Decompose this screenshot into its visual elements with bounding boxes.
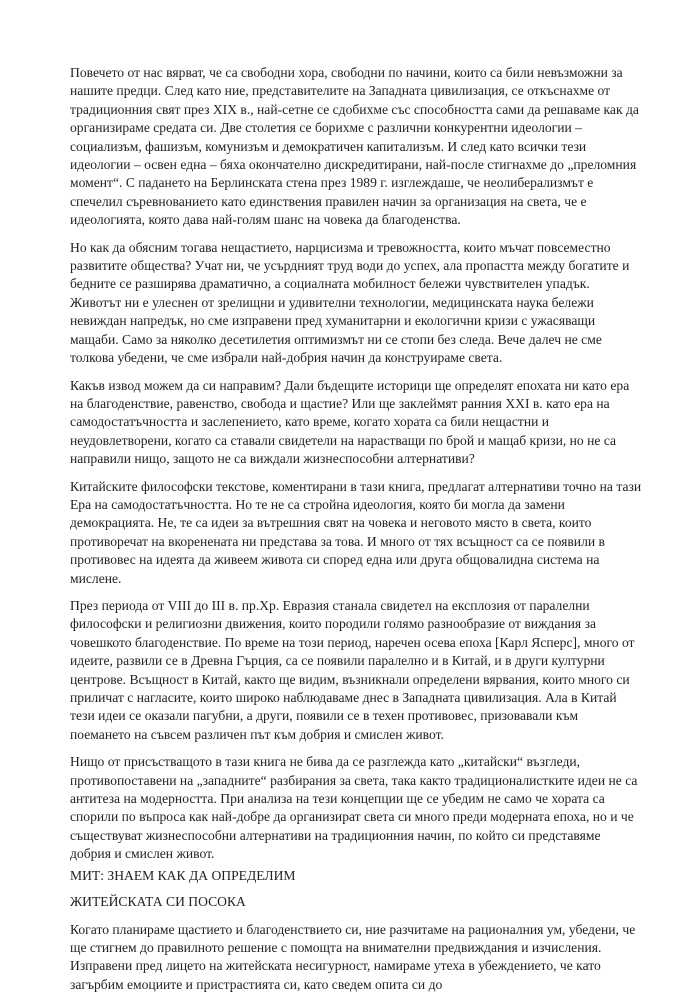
section-heading-line-1: МИТ: ЗНАЕМ КАК ДА ОПРЕДЕЛИМ bbox=[70, 867, 296, 883]
section-heading-line-2: ЖИТЕЙСКАТА СИ ПОСОКА bbox=[70, 893, 246, 909]
document-page bbox=[70, 64, 642, 1003]
paragraph-5: През периода от VIII до III в. пр.Хр. Евразия станала свидетел на експлозия от паралелни философски и религиозни движения, които породили голямо разнообразие от виждания за човешкото благоденствие. По време на този период, наречен осева епоха [Карл Ясперс], много от идеите, развили се в Древна Гърция, са се появили паралелно и в Китай, и в други културни центрове. Всъщност в Китай, както ще видим, възникнали определени вярвания, които много си приличат с нагласите, които широко наблюдаваме днес в Западната цивилизация. Ала в Китай тези идеи се оказали пагубни, а други, появили се в техен противовес, призовавали към поемането на съвсем различен път към добрия и смислен живот. bbox=[70, 597, 635, 742]
paragraph-2: Но как да обясним тогава нещастието, нарцисизма и тревожността, които мъчат повсеместно развитите общества? Учат ни, че усърдният труд води до успех, ала пропастта между богатите и бедните се разширява драматично, а социалната мобилност бележи чувствителен упадък. Животът ни е улеснен от зрелищни и удивителни технологии, медицинската наука бележи невиждан напредък, но сме изправени пред хуманитарни и екологични кризи с ужасяващи мащаби. Само за няколко десетилетия оптимизмът ни се стопи без следа. Вече далеч не сме толкова убедени, че сме избрали най-добрия начин да конструираме света. bbox=[70, 239, 630, 366]
paragraph-6: Нищо от присъстващото в тази книга не бива да се разглежда като „китайски“ възгледи, противопоставени на „западните“ разбирания за света, така както традиционалистките идеи не са антитеза на модерността. При анализа на тези концепции ще се убедим не само че хората са спорили по въпроса как най-добре да организират света си много преди модерната епоха, но и че съществуват жизнеспособни алтернативи на традиционния начин, по който си представяме добрия и смислен живот. bbox=[70, 754, 638, 862]
paragraph-1: Повечето от нас вярват, че са свободни хора, свободни по начини, които са били невъзможни за нашите предци. След като ние, представителите на Западната цивилизация, се откъснахме от традиционния свят през XIX в., най-сетне се сдобихме със способността сами да решаваме как да организираме средата си. Две столетия се борихме с различни конкурентни идеологии – социализъм, фашизъм, комунизъм и демократичен капитализъм. И след като всички тези идеологии – освен една – бяха окончателно дискредитирани, най-после стигнахме до „преломния момент“. С падането на Берлинската стена през 1989 г. изглеждаше, че неолиберализмът е спечелил съревнованието като единствения правилен начин за организация на света, че е идеологията, която дава най-голям шанс на човека да благоденства. bbox=[70, 65, 639, 228]
paragraph-4: Китайските философски текстове, коментирани в тази книга, предлагат алтернативи точно на тази Ера на самодостатъчността. Но те не са стройна идеология, която би могла да замени демокрацията. Не, те са идеи за вътрешния свят на човека и неговото място в света, които противоречат на вкоренената ни представа за това. И много от тях всъщност са се появили в противовес на идеята да живеем живота си според една или друга общовалидна система на мислене. bbox=[70, 478, 642, 586]
paragraph-7: Когато планираме щастието и благоденствието си, ние разчитаме на рационалния ум, убедени, че ще стигнем до правилното решение с помощта на внимателни предвиждания и изчисления. Изправени пред лицето на житейската несигурност, намираме утеха в убеждението, че като загърбим емоциите и пристрастията си, като сведем опита си до bbox=[70, 921, 636, 992]
paragraph-3: Какъв извод можем да си направим? Дали бъдещите историци ще определят епохата ни като ера на благоденствие, равенство, свобода и щастие? Или ще заклеймят ранния XXI в. като ера на самодостатъчността и заслепението, като време, когато хората са били нещастни и неудовлетворени, когато са ставали свидетели на нарастващи по брой и мащаб кризи, но не са направили нищо, защото не са виждали жизнеспособни алтернативи? bbox=[70, 377, 630, 467]
